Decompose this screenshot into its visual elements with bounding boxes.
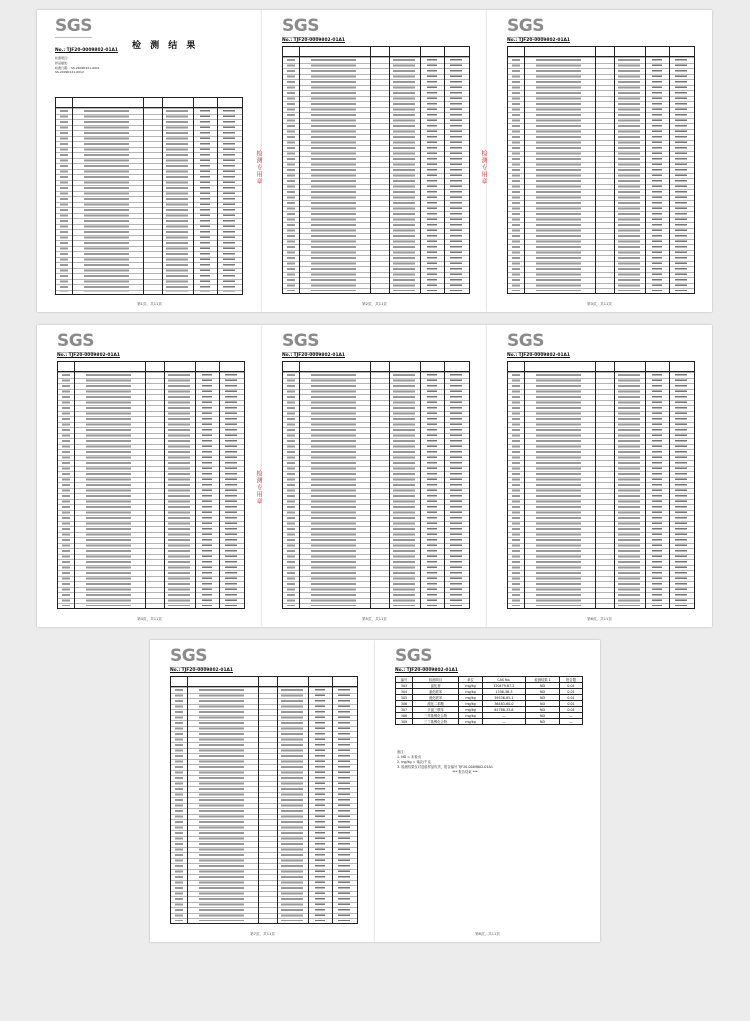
column-header: 报告限 <box>560 677 583 683</box>
cell-result: ND <box>525 683 559 689</box>
seal-stamp: 检测专用章 <box>255 150 262 185</box>
column-header: 检测项目 <box>412 677 458 683</box>
page-footer: 第8页，共11页 <box>475 932 500 936</box>
cell-cas: 59536-65-1 <box>482 695 525 701</box>
sgs-logo: SGS <box>507 331 544 351</box>
cell-no: 307 <box>396 707 413 713</box>
note-line: 3. 检测结果仅对送检样品负责，报告编号 TJF20-0009802-01A1 <box>397 765 493 769</box>
page-7 <box>150 640 375 942</box>
cell-result: ND <box>525 689 559 695</box>
report-number: No.: TJF20-0009802-01A1 <box>507 38 570 43</box>
cell-cas: 1336-36-3 <box>482 689 525 695</box>
cell-result: ND <box>525 713 559 719</box>
cell-result: ND <box>525 701 559 707</box>
page-footer: 第6页，共11页 <box>587 617 612 621</box>
cell-limit: — <box>560 713 583 719</box>
cell-limit: 0.01 <box>560 689 583 695</box>
page-4 <box>37 325 262 627</box>
column-header: CAS No. <box>482 677 525 683</box>
cell-no: 308 <box>396 713 413 719</box>
sgs-logo: SGS <box>55 16 92 36</box>
results-table <box>395 676 583 725</box>
sgs-logo: SGS <box>507 16 544 36</box>
column-header: 编号 <box>396 677 413 683</box>
info-line: 检测项目： <box>55 56 71 60</box>
column-header: 检测结果 1 <box>525 677 559 683</box>
results-table <box>282 46 470 294</box>
page-footer: 第5页，共11页 <box>362 617 387 621</box>
sgs-logo: SGS <box>57 331 94 351</box>
table-row <box>396 719 583 725</box>
page-footer: 第7页，共11页 <box>250 932 275 936</box>
page-title: 检 测 结 果 <box>132 41 199 51</box>
page-footer: 第4页，共11页 <box>137 617 162 621</box>
cell-limit: 0.01 <box>560 701 583 707</box>
cell-limit: 0.01 <box>560 683 583 689</box>
column-header: 单位 <box>459 677 483 683</box>
results-table <box>57 361 245 609</box>
results-table <box>507 361 695 609</box>
cell-cas: 61788-33-8 <box>482 707 525 713</box>
cell-no: 306 <box>396 701 413 707</box>
cell-unit: mg/kg <box>459 701 483 707</box>
report-number: No.: TJF20-0009802-01A1 <box>170 668 233 673</box>
cell-limit: — <box>560 719 583 725</box>
cell-unit: mg/kg <box>459 689 483 695</box>
cell-cas: — <box>482 719 525 725</box>
cell-result: ND <box>525 707 559 713</box>
note-line: 2. mg/kg = 毫克/千克 <box>397 760 431 764</box>
cell-result: ND <box>525 695 559 701</box>
cell-cas: 36483-60-0 <box>482 701 525 707</box>
report-notes <box>397 750 493 775</box>
report-number: No.: TJF20-0009802-01A1 <box>282 38 345 43</box>
cell-no: 305 <box>396 695 413 701</box>
cell-item: 溴化联苯 <box>412 695 458 701</box>
cell-item: 三苯基锡化合物 <box>412 713 458 719</box>
page-6 <box>487 325 712 627</box>
note-line: 备注： <box>397 750 407 754</box>
cell-cas: — <box>482 713 525 719</box>
report-info <box>55 56 100 75</box>
cell-item: 溴化二苯醚 <box>412 701 458 707</box>
report-number: No.: TJF20-0009802-01A1 <box>282 353 345 358</box>
sgs-logo: SGS <box>395 646 432 666</box>
results-table <box>282 361 470 609</box>
cell-unit: mg/kg <box>459 713 483 719</box>
cell-unit: mg/kg <box>459 719 483 725</box>
results-table <box>507 46 695 294</box>
page-5 <box>262 325 487 627</box>
page-footer: 第1页，共11页 <box>137 302 162 306</box>
cell-cas: 120479-67-2 <box>482 683 525 689</box>
page-footer: 第2页，共11页 <box>362 302 387 306</box>
cell-unit: mg/kg <box>459 695 483 701</box>
info-line: 检测日期： SS-20090121-0011 <box>55 65 100 70</box>
sgs-logo: SGS <box>282 16 319 36</box>
cell-no: 309 <box>396 719 413 725</box>
cell-unit: mg/kg <box>459 683 483 689</box>
page-1 <box>37 10 262 312</box>
cell-no: 303 <box>396 683 413 689</box>
seal-stamp: 检测专用章 <box>480 150 487 185</box>
seal-stamp: 检测专用章 <box>255 470 262 505</box>
cell-limit: 0.01 <box>560 707 583 713</box>
cell-limit: 0.01 <box>560 695 583 701</box>
cell-item: 氯化萘 <box>412 683 458 689</box>
report-number: No.: TJF20-0009802-01A1 <box>55 48 118 53</box>
note-line: *** 报告结束 *** <box>452 770 478 774</box>
report-number: No.: TJF20-0009802-01A1 <box>395 668 458 673</box>
cell-item: 氯化联苯 <box>412 689 458 695</box>
note-line: 1. ND = 未检出 <box>397 755 421 759</box>
results-table <box>170 676 358 924</box>
sgs-logo: SGS <box>170 646 207 666</box>
cell-item: 三丁基锡化合物 <box>412 719 458 725</box>
cell-no: 304 <box>396 689 413 695</box>
cell-result: ND <box>525 719 559 725</box>
report-number: No.: TJF20-0009802-01A1 <box>507 353 570 358</box>
sgs-logo: SGS <box>282 331 319 351</box>
results-table <box>55 97 243 295</box>
info-line: 样品描述： <box>55 60 71 65</box>
info-line: SS-20090121-0012 <box>55 70 84 75</box>
cell-unit: mg/kg <box>459 707 483 713</box>
report-number: No.: TJF20-0009802-01A1 <box>57 353 120 358</box>
page-footer: 第3页，共11页 <box>587 302 612 306</box>
cell-item: 多氯三联苯 <box>412 707 458 713</box>
page-3 <box>487 10 712 312</box>
page-2 <box>262 10 487 312</box>
page-8 <box>375 640 600 942</box>
